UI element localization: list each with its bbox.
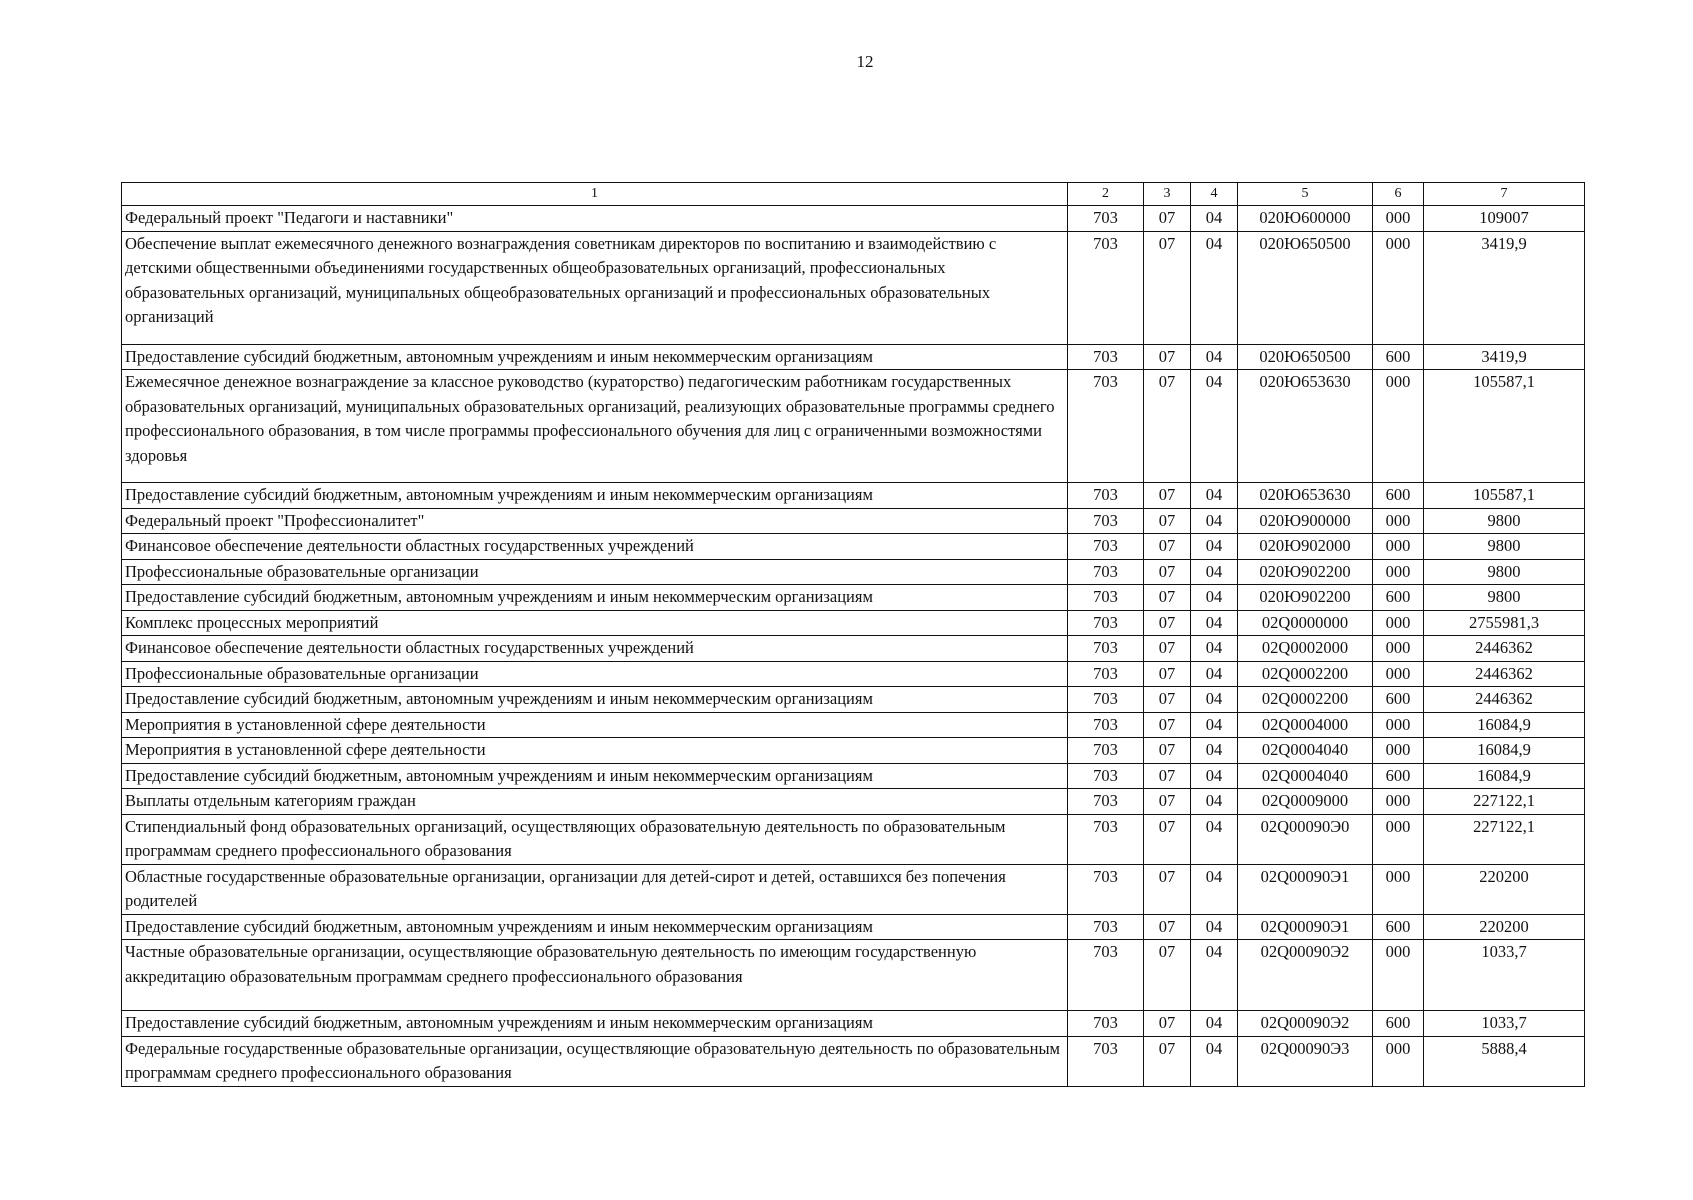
row-name-cell: Профессиональные образовательные организации — [122, 559, 1068, 585]
amount-cell: 2755981,3 — [1424, 610, 1585, 636]
row-name-cell: Федеральный проект "Педагоги и наставники" — [122, 206, 1068, 232]
table-row — [122, 585, 1585, 611]
section-code-cell: 07 — [1144, 483, 1191, 509]
budget-table — [121, 182, 1585, 1087]
target-article-cell: 02Q00090Э2 — [1238, 940, 1373, 1011]
amount-cell: 16084,9 — [1424, 738, 1585, 764]
section-code-cell: 07 — [1144, 789, 1191, 815]
chapter-code-cell: 703 — [1068, 712, 1144, 738]
target-article-cell: 020Ю653630 — [1238, 370, 1373, 483]
amount-cell: 16084,9 — [1424, 712, 1585, 738]
column-header: 1 — [122, 183, 1068, 206]
row-name-cell: Предоставление субсидий бюджетным, автономным учреждениям и иным некоммерческим организациям — [122, 763, 1068, 789]
chapter-code-cell: 703 — [1068, 508, 1144, 534]
section-code-cell: 07 — [1144, 370, 1191, 483]
table-row — [122, 508, 1585, 534]
amount-cell: 220200 — [1424, 914, 1585, 940]
chapter-code-cell: 703 — [1068, 864, 1144, 914]
section-code-cell: 07 — [1144, 864, 1191, 914]
target-article-cell: 02Q0002200 — [1238, 661, 1373, 687]
subsection-code-cell: 04 — [1191, 1036, 1238, 1086]
subsection-code-cell: 04 — [1191, 914, 1238, 940]
amount-cell: 2446362 — [1424, 687, 1585, 713]
subsection-code-cell: 04 — [1191, 712, 1238, 738]
table-row — [122, 864, 1585, 914]
amount-cell: 109007 — [1424, 206, 1585, 232]
table-row — [122, 636, 1585, 662]
column-header: 4 — [1191, 183, 1238, 206]
row-name-cell: Мероприятия в установленной сфере деятельности — [122, 738, 1068, 764]
section-code-cell: 07 — [1144, 940, 1191, 1011]
chapter-code-cell: 703 — [1068, 636, 1144, 662]
expense-type-cell: 000 — [1373, 610, 1424, 636]
section-code-cell: 07 — [1144, 738, 1191, 764]
target-article-cell: 02Q0009000 — [1238, 789, 1373, 815]
section-code-cell: 07 — [1144, 206, 1191, 232]
target-article-cell: 02Q0002000 — [1238, 636, 1373, 662]
expense-type-cell: 000 — [1373, 712, 1424, 738]
chapter-code-cell: 703 — [1068, 344, 1144, 370]
target-article-cell: 02Q0004040 — [1238, 763, 1373, 789]
row-name-cell: Предоставление субсидий бюджетным, автономным учреждениям и иным некоммерческим организациям — [122, 687, 1068, 713]
section-code-cell: 07 — [1144, 534, 1191, 560]
subsection-code-cell: 04 — [1191, 344, 1238, 370]
section-code-cell: 07 — [1144, 661, 1191, 687]
section-code-cell: 07 — [1144, 610, 1191, 636]
amount-cell: 2446362 — [1424, 661, 1585, 687]
subsection-code-cell: 04 — [1191, 661, 1238, 687]
target-article-cell: 02Q0004000 — [1238, 712, 1373, 738]
table-row — [122, 559, 1585, 585]
table-row — [122, 738, 1585, 764]
subsection-code-cell: 04 — [1191, 231, 1238, 344]
amount-cell: 2446362 — [1424, 636, 1585, 662]
target-article-cell: 02Q00090Э1 — [1238, 864, 1373, 914]
row-name-cell: Областные государственные образовательные организации, организации для детей-сирот и детей, оставшихся без попечения родителей — [122, 864, 1068, 914]
table-row — [122, 1036, 1585, 1086]
expense-type-cell: 000 — [1373, 814, 1424, 864]
row-name-cell: Федеральный проект "Профессионалитет" — [122, 508, 1068, 534]
row-name-cell: Федеральные государственные образовательные организации, осуществляющие образовательную деятельность по образовательным программам среднего профессионального образования — [122, 1036, 1068, 1086]
expense-type-cell: 600 — [1373, 483, 1424, 509]
amount-cell: 105587,1 — [1424, 370, 1585, 483]
expense-type-cell: 000 — [1373, 231, 1424, 344]
table-row — [122, 814, 1585, 864]
chapter-code-cell: 703 — [1068, 914, 1144, 940]
column-header: 5 — [1238, 183, 1373, 206]
row-name-cell: Финансовое обеспечение деятельности областных государственных учреждений — [122, 636, 1068, 662]
target-article-cell: 020Ю650500 — [1238, 231, 1373, 344]
expense-type-cell: 000 — [1373, 789, 1424, 815]
row-name-cell: Мероприятия в установленной сфере деятельности — [122, 712, 1068, 738]
row-name-cell: Обеспечение выплат ежемесячного денежного вознаграждения советникам директоров по воспитанию и взаимодействию с детскими общественными объединениями государственных общеобразовательных организаций, профессиональных образовательных организаций, муниципальных общеобразовательных организаций и профессиональных образовательных организаций — [122, 231, 1068, 344]
table-row — [122, 231, 1585, 344]
row-name-cell: Финансовое обеспечение деятельности областных государственных учреждений — [122, 534, 1068, 560]
chapter-code-cell: 703 — [1068, 610, 1144, 636]
target-article-cell: 02Q00090Э1 — [1238, 914, 1373, 940]
amount-cell: 105587,1 — [1424, 483, 1585, 509]
chapter-code-cell: 703 — [1068, 1011, 1144, 1037]
chapter-code-cell: 703 — [1068, 231, 1144, 344]
subsection-code-cell: 04 — [1191, 940, 1238, 1011]
table-row — [122, 687, 1585, 713]
section-code-cell: 07 — [1144, 914, 1191, 940]
subsection-code-cell: 04 — [1191, 483, 1238, 509]
expense-type-cell: 000 — [1373, 508, 1424, 534]
target-article-cell: 02Q00090Э0 — [1238, 814, 1373, 864]
amount-cell: 3419,9 — [1424, 344, 1585, 370]
table-row — [122, 610, 1585, 636]
target-article-cell: 020Ю902200 — [1238, 585, 1373, 611]
section-code-cell: 07 — [1144, 344, 1191, 370]
table-row — [122, 344, 1585, 370]
row-name-cell: Предоставление субсидий бюджетным, автономным учреждениям и иным некоммерческим организациям — [122, 483, 1068, 509]
amount-cell: 9800 — [1424, 585, 1585, 611]
chapter-code-cell: 703 — [1068, 814, 1144, 864]
expense-type-cell: 600 — [1373, 914, 1424, 940]
section-code-cell: 07 — [1144, 585, 1191, 611]
expense-type-cell: 000 — [1373, 1036, 1424, 1086]
row-name-cell: Комплекс процессных мероприятий — [122, 610, 1068, 636]
target-article-cell: 020Ю902200 — [1238, 559, 1373, 585]
target-article-cell: 020Ю650500 — [1238, 344, 1373, 370]
expense-type-cell: 000 — [1373, 206, 1424, 232]
target-article-cell: 02Q0004040 — [1238, 738, 1373, 764]
expense-type-cell: 600 — [1373, 344, 1424, 370]
amount-cell: 227122,1 — [1424, 789, 1585, 815]
table-header-row — [122, 183, 1585, 206]
amount-cell: 1033,7 — [1424, 1011, 1585, 1037]
amount-cell: 9800 — [1424, 534, 1585, 560]
amount-cell: 9800 — [1424, 559, 1585, 585]
table-row — [122, 789, 1585, 815]
subsection-code-cell: 04 — [1191, 610, 1238, 636]
section-code-cell: 07 — [1144, 712, 1191, 738]
amount-cell: 5888,4 — [1424, 1036, 1585, 1086]
amount-cell: 9800 — [1424, 508, 1585, 534]
table-row — [122, 1011, 1585, 1037]
target-article-cell: 02Q00090Э3 — [1238, 1036, 1373, 1086]
subsection-code-cell: 04 — [1191, 585, 1238, 611]
column-header: 3 — [1144, 183, 1191, 206]
subsection-code-cell: 04 — [1191, 864, 1238, 914]
subsection-code-cell: 04 — [1191, 534, 1238, 560]
table-row — [122, 483, 1585, 509]
target-article-cell: 02Q0000000 — [1238, 610, 1373, 636]
section-code-cell: 07 — [1144, 1036, 1191, 1086]
column-header: 2 — [1068, 183, 1144, 206]
target-article-cell: 02Q0002200 — [1238, 687, 1373, 713]
table-row — [122, 763, 1585, 789]
chapter-code-cell: 703 — [1068, 940, 1144, 1011]
expense-type-cell: 000 — [1373, 661, 1424, 687]
target-article-cell: 020Ю900000 — [1238, 508, 1373, 534]
expense-type-cell: 600 — [1373, 687, 1424, 713]
section-code-cell: 07 — [1144, 814, 1191, 864]
chapter-code-cell: 703 — [1068, 789, 1144, 815]
section-code-cell: 07 — [1144, 636, 1191, 662]
section-code-cell: 07 — [1144, 1011, 1191, 1037]
chapter-code-cell: 703 — [1068, 738, 1144, 764]
row-name-cell: Предоставление субсидий бюджетным, автономным учреждениям и иным некоммерческим организациям — [122, 585, 1068, 611]
subsection-code-cell: 04 — [1191, 789, 1238, 815]
expense-type-cell: 000 — [1373, 864, 1424, 914]
chapter-code-cell: 703 — [1068, 687, 1144, 713]
subsection-code-cell: 04 — [1191, 508, 1238, 534]
target-article-cell: 020Ю902000 — [1238, 534, 1373, 560]
subsection-code-cell: 04 — [1191, 559, 1238, 585]
expense-type-cell: 000 — [1373, 940, 1424, 1011]
table-row — [122, 206, 1585, 232]
table-row — [122, 370, 1585, 483]
table-row — [122, 661, 1585, 687]
chapter-code-cell: 703 — [1068, 370, 1144, 483]
chapter-code-cell: 703 — [1068, 483, 1144, 509]
expense-type-cell: 000 — [1373, 534, 1424, 560]
row-name-cell: Профессиональные образовательные организации — [122, 661, 1068, 687]
chapter-code-cell: 703 — [1068, 534, 1144, 560]
amount-cell: 1033,7 — [1424, 940, 1585, 1011]
expense-type-cell: 600 — [1373, 585, 1424, 611]
subsection-code-cell: 04 — [1191, 1011, 1238, 1037]
column-header: 7 — [1424, 183, 1585, 206]
expense-type-cell: 000 — [1373, 636, 1424, 662]
column-header: 6 — [1373, 183, 1424, 206]
row-name-cell: Стипендиальный фонд образовательных организаций, осуществляющих образовательную деятельность по образовательным программам среднего профессионального образования — [122, 814, 1068, 864]
section-code-cell: 07 — [1144, 763, 1191, 789]
target-article-cell: 020Ю600000 — [1238, 206, 1373, 232]
expense-type-cell: 000 — [1373, 559, 1424, 585]
expense-type-cell: 600 — [1373, 1011, 1424, 1037]
row-name-cell: Ежемесячное денежное вознаграждение за классное руководство (кураторство) педагогическим работникам государственных образовательных организаций, муниципальных образовательных организаций, реализующих образовательные программы среднего профессионального образования, в том числе программы профессионального обучения для лиц с ограниченными возможностями здоровья — [122, 370, 1068, 483]
table-body — [122, 206, 1585, 1087]
row-name-cell: Выплаты отдельным категориям граждан — [122, 789, 1068, 815]
table-row — [122, 534, 1585, 560]
chapter-code-cell: 703 — [1068, 1036, 1144, 1086]
amount-cell: 227122,1 — [1424, 814, 1585, 864]
page-number: 12 — [856, 52, 874, 71]
target-article-cell: 02Q00090Э2 — [1238, 1011, 1373, 1037]
section-code-cell: 07 — [1144, 508, 1191, 534]
row-name-cell: Предоставление субсидий бюджетным, автономным учреждениям и иным некоммерческим организациям — [122, 1011, 1068, 1037]
subsection-code-cell: 04 — [1191, 763, 1238, 789]
subsection-code-cell: 04 — [1191, 370, 1238, 483]
table-row — [122, 940, 1585, 1011]
table-row — [122, 712, 1585, 738]
section-code-cell: 07 — [1144, 559, 1191, 585]
subsection-code-cell: 04 — [1191, 636, 1238, 662]
chapter-code-cell: 703 — [1068, 206, 1144, 232]
subsection-code-cell: 04 — [1191, 206, 1238, 232]
chapter-code-cell: 703 — [1068, 763, 1144, 789]
expense-type-cell: 000 — [1373, 738, 1424, 764]
row-name-cell: Предоставление субсидий бюджетным, автономным учреждениям и иным некоммерческим организациям — [122, 914, 1068, 940]
row-name-cell: Частные образовательные организации, осуществляющие образовательную деятельность по имеющим государственную аккредитацию образовательным программам среднего профессионального образования — [122, 940, 1068, 1011]
table-row — [122, 914, 1585, 940]
amount-cell: 220200 — [1424, 864, 1585, 914]
subsection-code-cell: 04 — [1191, 738, 1238, 764]
chapter-code-cell: 703 — [1068, 585, 1144, 611]
section-code-cell: 07 — [1144, 231, 1191, 344]
expense-type-cell: 000 — [1373, 370, 1424, 483]
expense-type-cell: 600 — [1373, 763, 1424, 789]
chapter-code-cell: 703 — [1068, 559, 1144, 585]
section-code-cell: 07 — [1144, 687, 1191, 713]
amount-cell: 3419,9 — [1424, 231, 1585, 344]
target-article-cell: 020Ю653630 — [1238, 483, 1373, 509]
chapter-code-cell: 703 — [1068, 661, 1144, 687]
subsection-code-cell: 04 — [1191, 687, 1238, 713]
row-name-cell: Предоставление субсидий бюджетным, автономным учреждениям и иным некоммерческим организациям — [122, 344, 1068, 370]
amount-cell: 16084,9 — [1424, 763, 1585, 789]
subsection-code-cell: 04 — [1191, 814, 1238, 864]
